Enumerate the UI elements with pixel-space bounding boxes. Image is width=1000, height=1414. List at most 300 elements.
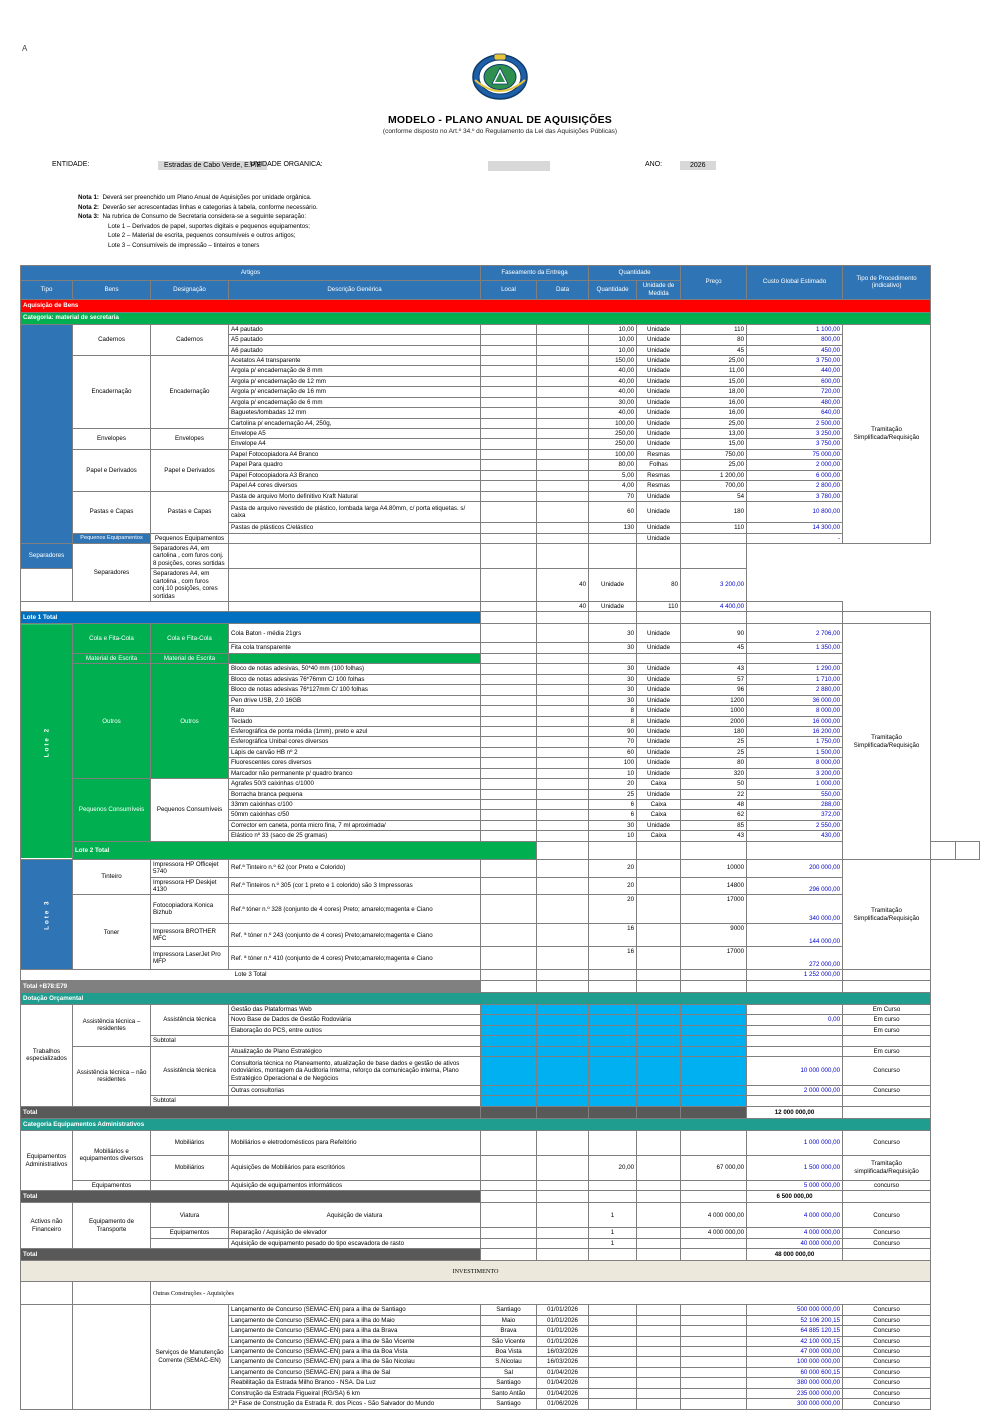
local-cell: Sal (481, 1367, 537, 1377)
custo-cell: 1 350,00 (747, 643, 843, 653)
qtd-cell: 100,00 (589, 449, 637, 459)
row-total-dotacao (21, 1106, 980, 1118)
procedimento-cell: Concurso (843, 1228, 931, 1238)
preco-cell (681, 1346, 747, 1356)
procedimento-cell: Concurso (843, 1086, 931, 1096)
un-cell (637, 1096, 681, 1106)
custo-cell: 0,00 (747, 1015, 843, 1025)
descricao-cell: Pasta de arquivo revestido de plástico, lombada larga A4.80mm, c/ porta etiquetas. s/ caixa (229, 502, 481, 523)
preco-cell (681, 1305, 747, 1315)
bens-cell: Toner (73, 895, 151, 970)
table-row (21, 1046, 980, 1056)
data-cell (537, 1155, 589, 1180)
table-row (21, 602, 980, 612)
local-cell (481, 779, 537, 789)
org-label: UNIDADE ORGANICA: (250, 161, 323, 168)
un-cell: Caixa (637, 810, 681, 820)
designacao-cell: Viatura (151, 1203, 229, 1228)
local-cell (481, 1130, 537, 1155)
preco-cell: 17000 (681, 947, 747, 970)
qtd-cell (589, 1086, 637, 1096)
data-cell (537, 408, 589, 418)
preco-cell: 25 (681, 747, 747, 757)
custo-cell: 60 000 600,15 (747, 1367, 843, 1377)
descricao-cell: Lançamento de Concurso (SEMAC-EN) para a ilha da Brava (229, 1326, 481, 1336)
local-cell (481, 1180, 537, 1190)
preco-cell: 11,00 (681, 366, 747, 376)
custo-cell: 3 200,00 (747, 768, 843, 778)
custo-cell: 3 200,00 (681, 569, 747, 602)
un-cell (637, 1130, 681, 1155)
custo-cell: 3 750,00 (747, 439, 843, 449)
table-row (21, 1130, 980, 1155)
custo-cell: 4 400,00 (681, 602, 747, 612)
un-cell: Folhas (637, 460, 681, 470)
un-cell (589, 543, 637, 568)
preco-cell (681, 1004, 747, 1014)
preco-cell: 22 (681, 789, 747, 799)
data-cell (537, 1180, 589, 1190)
tipo-cell: Equipamentos Administrativos (21, 1130, 73, 1190)
procedimento-cell (843, 1036, 931, 1046)
qtd-cell (589, 1036, 637, 1046)
qtd-cell (589, 1046, 637, 1056)
descricao-cell: Separadores A4, em cartolina , com furos conj. 8 posições, cores sortidas (151, 543, 229, 568)
custo-cell: 2 000,00 (747, 460, 843, 470)
table-row (21, 491, 980, 501)
data-cell (537, 1228, 589, 1238)
un-cell: Unidade (637, 706, 681, 716)
table-row (21, 859, 980, 877)
procedimento-cell (843, 1096, 931, 1106)
table-row (21, 429, 980, 439)
data-cell: 01/01/2026 (537, 1326, 589, 1336)
spacer (637, 612, 681, 624)
custo-cell: 288,00 (747, 800, 843, 810)
descricao-cell: Ref.ª Tinteiros n.º 305 (cor 1 preto e 1 colorido) são 3 Impressoras (229, 877, 481, 895)
header-custo: Custo Global Estimado (747, 265, 843, 299)
descricao-cell: Cola Baton - média 21grs (229, 624, 481, 643)
un-cell: Unidade (637, 418, 681, 428)
designacao-cell: Assistência técnica (151, 1004, 229, 1035)
qtd-cell: 100 (589, 758, 637, 768)
un-cell (637, 1086, 681, 1096)
qtd-cell: 20 (589, 877, 637, 895)
descricao-cell (229, 653, 481, 663)
qtd-cell: 30 (589, 643, 637, 653)
qtd-cell: 20 (589, 779, 637, 789)
table-row (21, 449, 980, 459)
data-cell (537, 664, 589, 674)
descricao-cell (229, 1036, 481, 1046)
preco-cell: 80 (681, 335, 747, 345)
bens-cell: Tinteiro (73, 859, 151, 895)
local-cell (481, 810, 537, 820)
local-cell (481, 502, 537, 523)
table-row (21, 569, 980, 602)
un-cell: Unidade (637, 758, 681, 768)
org-value-field[interactable] (488, 161, 550, 171)
un-cell: Unidade (637, 768, 681, 778)
table-row (21, 324, 980, 334)
descricao-cell (229, 533, 481, 543)
designacao-cell: Separadores (73, 543, 151, 601)
procedimento-cell: Em curso (843, 1015, 931, 1025)
data-cell (481, 602, 537, 612)
data-cell (537, 789, 589, 799)
un-cell: Unidade (637, 335, 681, 345)
table-row (21, 947, 980, 970)
procedimento-cell: Concurso (843, 1346, 931, 1356)
designacao-cell: Cola e Fita-Cola (151, 624, 229, 653)
local-cell (481, 877, 537, 895)
qtd-cell: 40 (537, 569, 589, 602)
local-cell (481, 439, 537, 449)
custo-cell: 1 000,00 (747, 779, 843, 789)
preco-cell: 10000 (681, 859, 747, 877)
local-cell (481, 716, 537, 726)
custo-cell: 14 300,00 (747, 523, 843, 533)
descricao-cell: Reabilitação da Estrada Milho Branco - NSA. Da Luz (229, 1378, 481, 1388)
custo-cell: 40 000 000,00 (747, 1238, 843, 1248)
preco-cell (681, 1057, 747, 1086)
subtotal-label: Subtotal (151, 1036, 229, 1046)
data-cell: 01/04/2026 (537, 1378, 589, 1388)
designacao-cell: Impressora HP Deskjet 4130 (151, 877, 229, 895)
descricao-cell: Elástico nº 33 (saco de 25 gramas) (229, 831, 481, 841)
custo-cell: 600,00 (747, 376, 843, 386)
custo-cell: 4 000 000,00 (747, 1228, 843, 1238)
descricao-cell: 2ª Fase de Construção da Estrada R. dos Picos - São Salvador do Mundo (229, 1399, 481, 1409)
descricao-cell: Teclado (229, 716, 481, 726)
entity-value[interactable]: Estradas de Cabo Verde, E.P.E (158, 161, 267, 170)
table-row (21, 664, 980, 674)
un-cell: Unidade (637, 345, 681, 355)
descricao-cell: Pasta de arquivo Morto definitivo Kraft Natural (229, 491, 481, 501)
un-cell (637, 1057, 681, 1086)
descricao-cell: Novo Base de Dados de Gestão Rodoviária (229, 1015, 481, 1025)
custo-cell: 36 000,00 (747, 695, 843, 705)
local-cell (481, 449, 537, 459)
preco-cell: 85 (681, 820, 747, 830)
local-cell: Santiago (481, 1378, 537, 1388)
qtd-cell: 130 (589, 523, 637, 533)
local-cell (481, 737, 537, 747)
qtd-cell: 250,00 (589, 429, 637, 439)
header-tipo: Tipo (21, 280, 73, 299)
data-cell: 16/03/2026 (537, 1357, 589, 1367)
data-cell (537, 324, 589, 334)
lote3-tipo-cell: Lote 3 (21, 859, 73, 970)
descricao-cell: Aquisição de viatura (229, 1203, 481, 1228)
descricao-cell: Consultoria técnica no Planeamento, atualização de base dados e gestão de ativos rodoviários, montagem da Auditoria Interna, reforço da comunicação interna, Plano Estratégico Operacional e de Negócios (229, 1057, 481, 1086)
bens-cell: Equipamento de Transporte (73, 1203, 151, 1249)
local-cell (481, 924, 537, 947)
preco-cell: 62 (681, 810, 747, 820)
total-label: Total (21, 1191, 481, 1203)
local-cell (481, 481, 537, 491)
data-cell (537, 685, 589, 695)
custo-cell: 440,00 (747, 366, 843, 376)
descricao-cell: Mobiliários e eletrodomésticos para Refeitório (229, 1130, 481, 1155)
descricao-cell: Ref.ª Tinteiro n.º 62 (cor Preto e Colorido) (229, 859, 481, 877)
table-row (21, 624, 980, 643)
data-cell (537, 653, 589, 663)
spacer (481, 612, 537, 624)
bens-cell: Cadernos (73, 324, 151, 355)
procedimento-cell: concurso (843, 1180, 931, 1190)
un-cell (637, 1155, 681, 1180)
band-dotacao (21, 992, 980, 1004)
descricao-cell: Lançamento de Concurso (SEMAC-EN) para a ilha de São Nicolau (229, 1357, 481, 1367)
data-cell (537, 747, 589, 757)
local-cell (481, 1086, 537, 1096)
data-cell (537, 758, 589, 768)
custo-cell: 16 000,00 (747, 716, 843, 726)
procedimento-cell: Concurso (843, 1399, 931, 1409)
header-tipo-procedimento: Tipo de Procedimento (indicativo) (843, 265, 931, 299)
preco-cell: 25,00 (681, 418, 747, 428)
bens-cell: Separadores (21, 543, 73, 568)
table-row (21, 1180, 980, 1190)
local-cell (481, 831, 537, 841)
preco-cell: 80 (681, 758, 747, 768)
local-cell (481, 726, 537, 736)
custo-cell: 8 000,00 (747, 758, 843, 768)
note2-text: Deverão ser acrescentadas linhas e categorias à tabela, conforme necessário. (102, 203, 318, 211)
data-cell (537, 800, 589, 810)
local-cell (481, 706, 537, 716)
designacao-cell: Cadernos (151, 324, 229, 355)
un-cell (637, 1046, 681, 1056)
custo-cell: 340 000,00 (747, 895, 843, 924)
custo-cell: 64 885 120,15 (747, 1326, 843, 1336)
un-cell (637, 947, 681, 970)
un-cell (637, 1025, 681, 1035)
data-cell (537, 355, 589, 365)
un-cell (637, 1367, 681, 1377)
qtd-cell: 20 (589, 895, 637, 924)
data-cell (537, 366, 589, 376)
custo-cell: 2 500,00 (747, 418, 843, 428)
preco-cell (681, 653, 747, 663)
procedimento-cell: Concurso (843, 1378, 931, 1388)
descricao-cell: Aquisição de equipamento pesado do tipo escavadora de rasto (229, 1238, 481, 1248)
preco-cell: 80 (637, 569, 681, 602)
data-cell (481, 543, 537, 568)
local-cell (481, 523, 537, 533)
un-cell: Unidade (637, 408, 681, 418)
spacer (843, 612, 931, 624)
custo-cell: 8 000,00 (747, 706, 843, 716)
procedimento-cell: Tramitação Simplificada/Requisição (843, 324, 931, 543)
custo-cell: 5 000 000,00 (747, 1180, 843, 1190)
un-cell: Resmas (637, 449, 681, 459)
data-cell (537, 335, 589, 345)
bens-cell (21, 569, 73, 602)
table-row (21, 924, 980, 947)
un-cell (637, 1305, 681, 1315)
un-cell: Unidade (637, 695, 681, 705)
spacer (681, 612, 747, 624)
un-cell: Unidade (589, 569, 637, 602)
bens-cell: Outros (73, 664, 151, 779)
bens-cell: Assistência técnica – não residentes (73, 1046, 151, 1106)
qtd-cell (589, 1015, 637, 1025)
qtd-cell: 40 (537, 602, 589, 612)
data-cell (537, 924, 589, 947)
un-cell: Unidade (637, 355, 681, 365)
bens-cell (73, 1305, 151, 1409)
data-cell (537, 429, 589, 439)
custo-cell (747, 653, 843, 663)
descricao-cell: Ref.ª tóner n.º 328 (conjunto de 4 cores) Preto; amarelo;magenta e Ciano (229, 895, 481, 924)
band-label: Dotação Orçamental (21, 992, 931, 1004)
designacao-cell: Encadernação (151, 355, 229, 428)
descricao-cell: Papel Fotocopiadora A3 Branco (229, 470, 481, 480)
un-cell: Unidade (637, 685, 681, 695)
band-label: Aquisição de Bens (21, 299, 931, 312)
un-cell: Unidade (637, 737, 681, 747)
lote1-total-value: 140 760,00 (747, 612, 843, 624)
designacao-cell: Impressora BROTHER MFC (151, 924, 229, 947)
custo-cell: 480,00 (747, 397, 843, 407)
logo-area (0, 0, 1000, 135)
custo-cell: - (747, 533, 843, 543)
un-cell (637, 1326, 681, 1336)
row-grand-total (21, 980, 980, 992)
custo-cell: 100 000 000,00 (747, 1357, 843, 1367)
qtd-cell: 25 (589, 789, 637, 799)
note1-label: Nota 1: (78, 194, 99, 201)
qtd-cell: 10,00 (589, 335, 637, 345)
outras-construcoes-title: Outras Construções - Aquisições (151, 1282, 931, 1305)
local-cell (481, 397, 537, 407)
preco-cell: 180 (681, 502, 747, 523)
row-subtotal (21, 1036, 980, 1046)
descricao-cell: Envelope A4 (229, 439, 481, 449)
custo-cell: 1 500,00 (747, 747, 843, 757)
preco-cell: 90 (681, 624, 747, 643)
bens-cell: Equipamentos (73, 1180, 151, 1190)
qtd-cell (537, 543, 589, 568)
local-cell (481, 491, 537, 501)
qtd-cell: 40,00 (589, 376, 637, 386)
procedimento-cell: Concurso (843, 1057, 931, 1086)
procedimento-cell: Tramitação Simplificada/Requisição (843, 624, 931, 859)
custo-cell: 42 100 000,15 (747, 1336, 843, 1346)
descricao-cell: Papel Fotocopiadora A4 Branco (229, 449, 481, 459)
qtd-cell: 20 (589, 859, 637, 877)
descricao-cell: Fita cola transparente (229, 643, 481, 653)
un-cell (637, 877, 681, 895)
un-cell: Unidade (637, 716, 681, 726)
table-row (21, 1203, 980, 1228)
un-cell: Unidade (637, 502, 681, 523)
qtd-cell (589, 653, 637, 663)
qtd-cell (589, 1399, 637, 1409)
local-cell (481, 1096, 537, 1106)
spacer (537, 612, 589, 624)
designacao-cell: Envelopes (151, 429, 229, 450)
un-cell: Unidade (637, 366, 681, 376)
un-cell (637, 1228, 681, 1238)
preco-cell (681, 1046, 747, 1056)
designacao-cell: Papel e Derivados (151, 449, 229, 491)
header-bens: Bens (73, 280, 151, 299)
descricao-cell (229, 1096, 481, 1106)
preco-cell: 57 (681, 674, 747, 684)
custo-cell: 75 000,00 (747, 449, 843, 459)
preco-cell (681, 1238, 747, 1248)
un-cell: Caixa (637, 831, 681, 841)
lote1-tipo-cell (21, 324, 73, 543)
custo-cell (747, 1046, 843, 1056)
custo-cell: 2 880,00 (747, 685, 843, 695)
qtd-cell: 10 (589, 831, 637, 841)
custo-cell: 550,00 (747, 789, 843, 799)
preco-cell: 25 (681, 737, 747, 747)
preco-cell: 18,00 (681, 387, 747, 397)
descricao-cell: Envelope A5 (229, 429, 481, 439)
procedimento-cell: Concurso (843, 1315, 931, 1325)
row-lote3-total (21, 970, 980, 980)
preco-cell (681, 1388, 747, 1398)
qtd-cell: 40,00 (589, 366, 637, 376)
data-cell (537, 449, 589, 459)
local-cell (481, 768, 537, 778)
qtd-cell: 250,00 (589, 439, 637, 449)
qtd-cell: 10,00 (589, 324, 637, 334)
data-cell (537, 345, 589, 355)
preco-cell: 4 000 000,00 (681, 1203, 747, 1228)
note3-label: Nota 3: (78, 213, 99, 221)
data-cell (537, 533, 589, 543)
qtd-cell: 1 (589, 1228, 637, 1238)
tipo-cell (21, 1305, 73, 1409)
qtd-cell (589, 1180, 637, 1190)
data-cell (537, 706, 589, 716)
local-cell (481, 695, 537, 705)
grand-total-value: 246 530,00 (747, 980, 843, 992)
year-value[interactable]: 2026 (680, 161, 716, 170)
data-cell (537, 624, 589, 643)
data-cell (537, 947, 589, 970)
preco-cell: 110 (681, 523, 747, 533)
preco-cell: 50 (681, 779, 747, 789)
qtd-cell: 16 (589, 924, 637, 947)
custo-cell: 3 780,00 (747, 491, 843, 501)
descricao-cell: Papel A4 cores diversos (229, 481, 481, 491)
descricao-cell: Ref. ª tóner n.º 410 (conjunto de 4 cores) Preto;amarelo;magenta e Ciano (229, 947, 481, 970)
descricao-cell: Outras consultorias (229, 1086, 481, 1096)
un-cell (637, 1238, 681, 1248)
table-row (21, 877, 980, 895)
un-cell: Unidade (637, 429, 681, 439)
data-cell (537, 895, 589, 924)
designacao-cell: Material de Escrita (151, 653, 229, 663)
data-cell (481, 569, 537, 602)
local-cell (481, 758, 537, 768)
table-row (21, 1305, 980, 1315)
table-row (21, 1238, 980, 1248)
preco-cell (681, 1357, 747, 1367)
data-cell (537, 470, 589, 480)
custo-cell: 6 000,00 (747, 470, 843, 480)
un-cell: Resmas (637, 470, 681, 480)
descricao-cell: Gestão das Plataformas Web (229, 1004, 481, 1014)
un-cell (637, 653, 681, 663)
